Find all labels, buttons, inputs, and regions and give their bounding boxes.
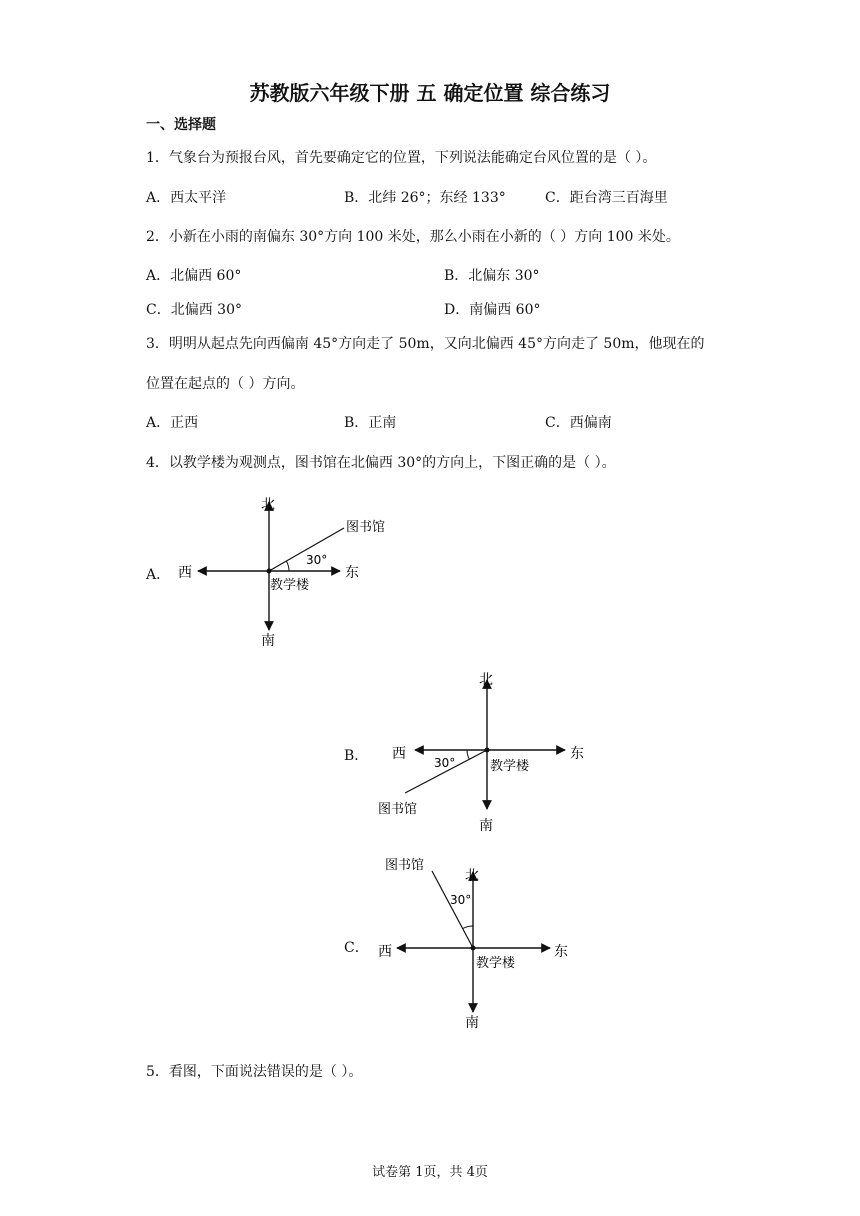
question-2-option-c: C．北偏西 30° — [146, 302, 242, 318]
angle-label: 30° — [434, 756, 456, 770]
north-label: 北 — [465, 868, 479, 884]
diagram-a — [160, 488, 400, 658]
question-4-stem: 4．以教学楼为观测点，图书馆在北偏西 30°的方向上，下图正确的是（ ）。 — [146, 455, 616, 471]
page-footer: 试卷第 1页，共 4页 — [372, 1165, 488, 1180]
question-4-option-c: C． — [344, 940, 369, 956]
question-3-option-c: C．西偏南 — [545, 415, 612, 431]
center-dot — [471, 946, 476, 951]
center-label: 教学楼 — [490, 759, 530, 774]
west-label: 西 — [178, 565, 192, 581]
question-5-stem: 5．看图，下面说法错误的是（ ）。 — [146, 1064, 363, 1080]
question-2-option-d: D．南偏西 60° — [444, 302, 541, 318]
library-label: 图书馆 — [346, 520, 386, 535]
center-dot — [485, 748, 490, 753]
east-label: 东 — [345, 565, 359, 581]
question-1-option-b: B．北纬 26°；东经 133° — [344, 190, 506, 206]
south-label: 南 — [465, 1015, 479, 1031]
question-4-option-b: B． — [344, 748, 369, 764]
angle-label: 30° — [306, 553, 328, 567]
question-2-stem: 2．小新在小雨的南偏东 30°方向 100 米处，那么小雨在小新的（ ）方向 100 米处。 — [146, 229, 680, 245]
question-1-option-a: A．西太平洋 — [146, 190, 227, 206]
question-2-option-a: A．北偏西 60° — [146, 268, 242, 284]
question-3-option-a: A．正西 — [146, 415, 199, 431]
west-label: 西 — [392, 746, 406, 762]
west-label: 西 — [378, 944, 392, 960]
angle-arc — [463, 926, 473, 929]
library-label: 图书馆 — [378, 802, 418, 817]
diagram-b — [370, 665, 600, 840]
angle-arc — [286, 561, 289, 571]
diagram-c — [370, 850, 590, 1035]
question-3-option-b: B．正南 — [344, 415, 397, 431]
question-1-stem: 1．气象台为预报台风，首先要确定它的位置，下列说法能确定台风位置的是（ ）。 — [146, 150, 657, 166]
section-heading: 一、选择题 — [146, 117, 216, 133]
south-label: 南 — [261, 633, 275, 649]
center-dot — [267, 569, 272, 574]
angle-label: 30° — [450, 893, 472, 907]
center-label: 教学楼 — [476, 956, 516, 971]
center-label: 教学楼 — [270, 578, 310, 593]
question-4-option-a: A． — [146, 567, 171, 583]
north-label: 北 — [261, 497, 275, 513]
south-label: 南 — [479, 818, 493, 834]
angle-arc — [467, 750, 469, 759]
library-label: 图书馆 — [385, 858, 425, 873]
east-label: 东 — [554, 944, 568, 960]
question-1-option-c: C．距台湾三百海里 — [545, 190, 668, 206]
north-label: 北 — [479, 672, 493, 688]
page-title: 苏教版六年级下册 五 确定位置 综合练习 — [249, 81, 611, 105]
question-3-stem-line2: 位置在起点的（ ）方向。 — [146, 376, 305, 392]
east-label: 东 — [570, 746, 584, 762]
question-3-stem-line1: 3．明明从起点先向西偏南 45°方向走了 50m，又向北偏西 45°方向走了 50m，他现在的 — [146, 336, 705, 352]
question-2-option-b: B．北偏东 30° — [444, 268, 540, 284]
